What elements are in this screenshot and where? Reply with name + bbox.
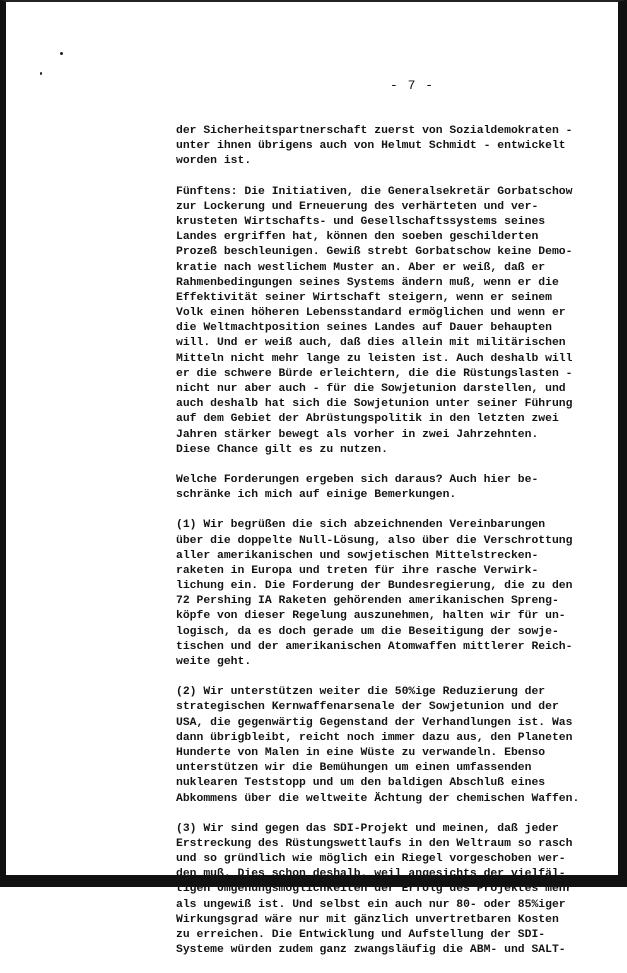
text-line: worden ist.: [176, 155, 252, 168]
text-line: er die schwere Bürde erleichtern, die die Rüstungslasten -: [176, 367, 573, 380]
text-line: Mitteln nicht mehr lange zu leisten ist. Auch deshalb will: [176, 352, 573, 365]
text-line: auf dem Gebiet der Abrüstungspolitik in den letzten zwei: [176, 413, 559, 426]
text-line: 72 Pershing IA Raketen gehörenden amerikanischen Spreng-: [176, 595, 559, 608]
text-line: Volk einen höheren Lebensstandard ermöglichen und wenn er: [176, 307, 566, 320]
text-line: (3) Wir sind gegen das SDI-Projekt und meinen, daß jeder: [176, 822, 559, 835]
text-line: Prozeß beschleunigen. Gewiß strebt Gorbatschow keine Demo-: [176, 246, 573, 259]
text-line: Diese Chance gilt es zu nutzen.: [176, 443, 388, 456]
paragraph: [176, 518, 616, 670]
text-line: tischen und der amerikanischen Atomwaffen mittlerer Reich-: [176, 640, 573, 653]
text-line: Erstreckung des Rüstungswettlaufs in den Weltraum so rasch: [176, 837, 573, 850]
page-number: - 7 -: [390, 78, 435, 93]
text-line: Abkommens über die weltweite Ächtung der chemischen Waffen.: [176, 792, 580, 805]
text-line: Welche Forderungen ergeben sich daraus? Auch hier be-: [176, 473, 539, 486]
text-line: zu erreichen. Die Entwicklung und Aufstellung der SDI-: [176, 929, 546, 941]
text-line: nuklearen Teststopp und um den baldigen Abschluß eines: [176, 777, 546, 790]
text-line: unter ihnen übrigens auch von Helmut Schmidt - entwickelt: [176, 140, 566, 153]
text-line: die Weltmachtposition seines Landes auf Dauer behaupten: [176, 322, 552, 335]
text-line: auch deshalb hat sich die Sowjetunion unter seiner Führung: [176, 398, 573, 411]
text-line: Hunderte von Malen in eine Wüste zu verwandeln. Ebenso: [176, 746, 546, 759]
text-line: dann übrigbleibt, reicht noch immer dazu aus, den Planeten: [176, 731, 573, 744]
text-line: nicht nur aber auch - für die Sowjetunion darstellen, und: [176, 383, 566, 395]
text-line: kratie nach westlichem Muster an. Aber er weiß, daß er: [176, 261, 546, 274]
text-line: Effektivität seiner Wirtschaft steigern, wenn er seinem: [176, 291, 552, 304]
text-line: Systeme würden zudem ganz zwangsläufig die ABM- und SALT-: [176, 944, 566, 957]
text-line: der Sicherheitspartnerschaft zuerst von Sozialdemokraten -: [176, 125, 573, 137]
paragraph: [176, 685, 616, 807]
text-line: raketen in Europa und treten für ihre rasche Verwirk-: [176, 564, 539, 577]
text-line: Fünftens: Die Initiativen, die Generalsekretär Gorbatschow: [176, 185, 573, 198]
text-line: will. Und er weiß auch, daß dies allein mit militärischen: [176, 337, 566, 350]
text-line: als ungewiß ist. Und selbst ein auch nur 80- oder 85%iger: [176, 898, 566, 911]
document-body: [176, 124, 616, 973]
paragraph: [176, 473, 616, 503]
text-line: aller amerikanischen und sowjetischen Mittelstrecken-: [176, 549, 539, 562]
text-line: schränke ich mich auf einige Bemerkungen.: [176, 489, 457, 502]
text-line: köpfe von dieser Regelung auszunehmen, halten wir für un-: [176, 610, 566, 623]
paragraph: [176, 185, 616, 458]
paragraph: [176, 124, 616, 170]
paragraph: [176, 822, 616, 959]
text-line: tigen Umgehungsmöglichkeiten der Erfolg des Projektes mehr: [176, 883, 573, 896]
text-line: Landes ergriffen hat, können den soeben geschilderten: [176, 231, 539, 244]
text-line: Jahren stärker bewegt als vorher in zwei Jahrzehnten.: [176, 428, 539, 441]
text-line: (1) Wir begrüßen die sich abzeichnenden Vereinbarungen: [176, 519, 546, 532]
text-line: über die doppelte Null-Lösung, also über die Verschrottung: [176, 534, 573, 547]
text-line: zur Lockerung und Erneuerung des verhärteten und ver-: [176, 200, 539, 213]
scan-speck: [60, 52, 63, 55]
text-line: Wirkungsgrad wäre nur mit gänzlich unvertretbaren Kosten: [176, 913, 559, 926]
text-line: strategischen Kernwaffenarsenale der Sowjetunion und der: [176, 701, 559, 714]
text-line: krusteten Wirtschafts- und Gesellschaftssystems seines: [176, 215, 546, 228]
text-line: Rahmenbedingungen seines Systems ändern muß, wenn er die: [176, 276, 559, 289]
text-line: weite geht.: [176, 656, 252, 668]
text-line: logisch, da es doch gerade um die Beseitigung der sowje-: [176, 625, 559, 638]
text-line: (2) Wir unterstützen weiter die 50%ige Reduzierung der: [176, 686, 546, 699]
text-line: USA, die gegenwärtig Gegenstand der Verhandlungen ist. Was: [176, 716, 573, 729]
scan-speck: [40, 72, 42, 75]
text-line: den muß. Dies schon deshalb, weil angesichts der vielfäl-: [176, 868, 566, 881]
text-line: lichung ein. Die Forderung der Bundesregierung, die zu den: [176, 580, 573, 593]
text-line: und so gründlich wie möglich ein Riegel vorgeschoben wer-: [176, 853, 566, 866]
text-line: unterstützen wir die Bemühungen um einen umfassenden: [176, 762, 532, 775]
